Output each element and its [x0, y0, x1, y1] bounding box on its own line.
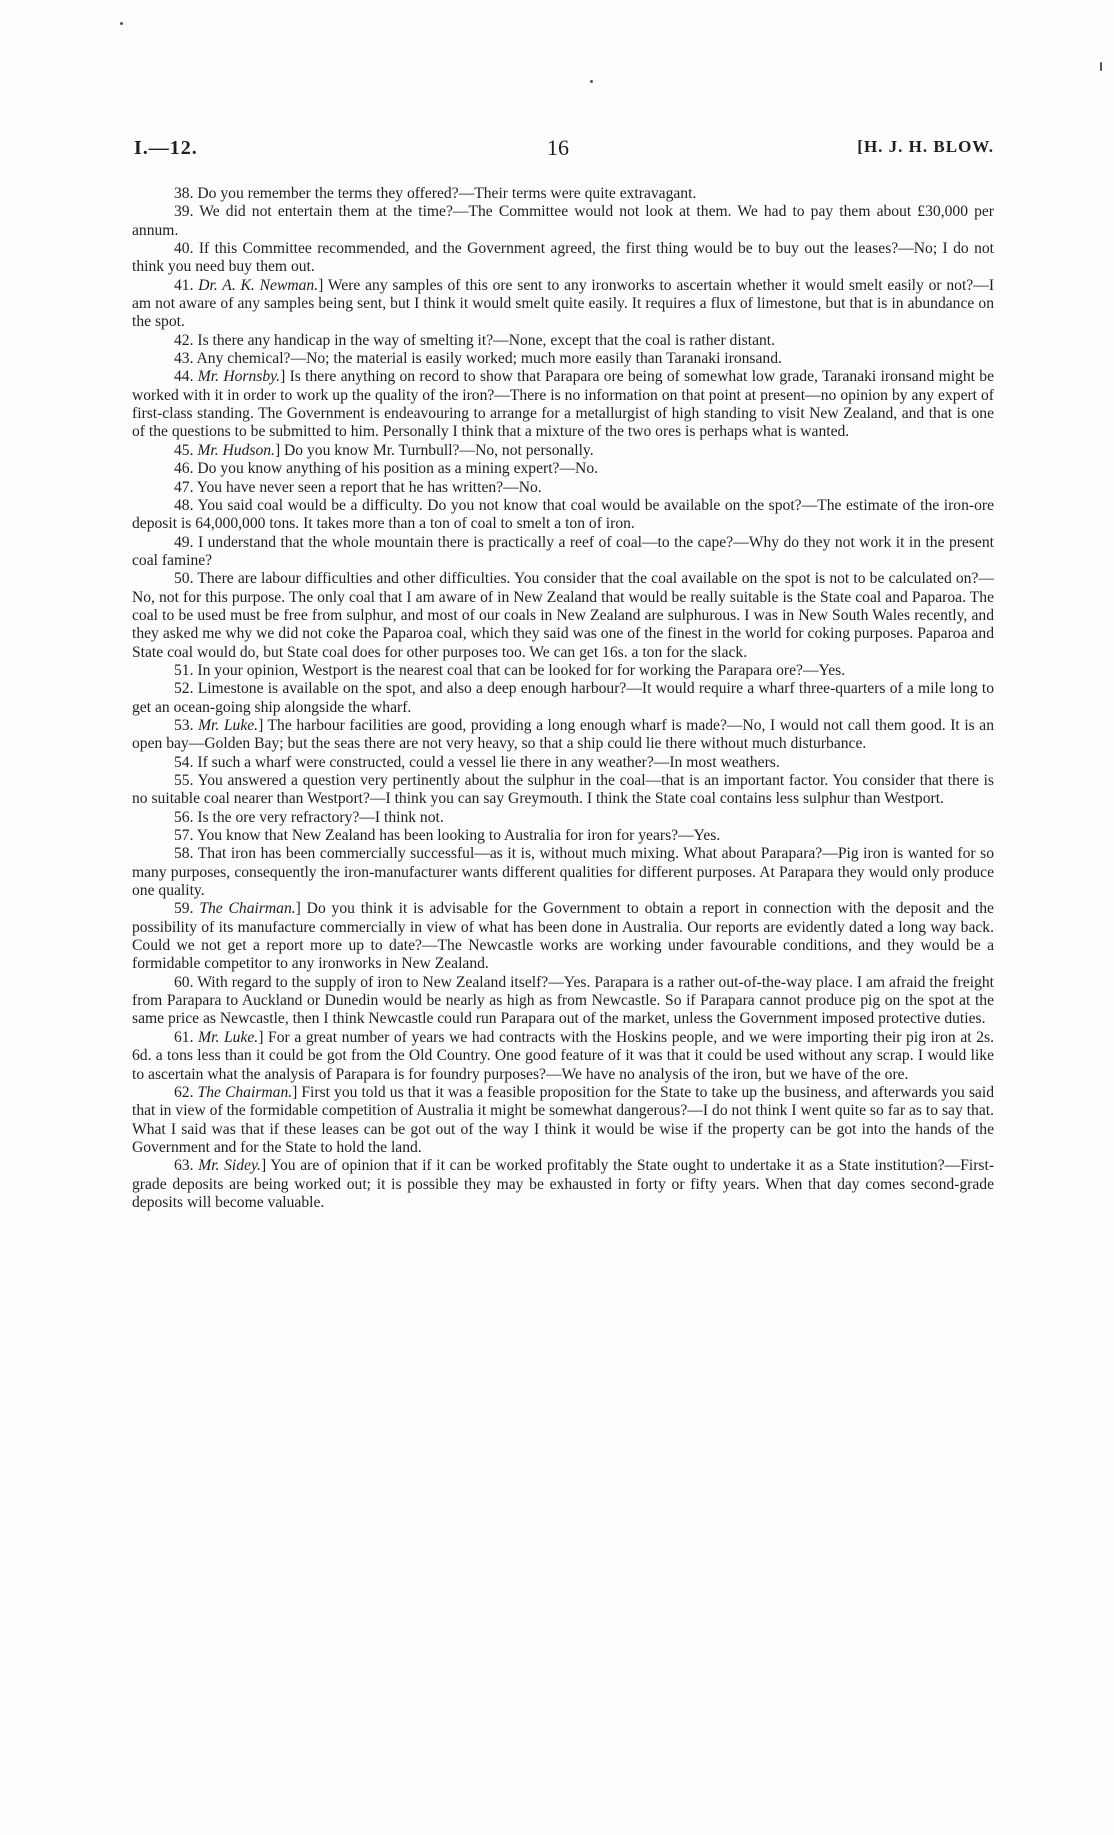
testimony-paragraph: 48. You said coal would be a difficulty. Do you not know that coal would be available on the spot?—The estimate of the iron-ore deposit is 64,000,000 tons. It takes more than a ton of coal to smelt a ton of iron. — [132, 496, 994, 533]
testimony-paragraph: 62. The Chairman.] First you told us that it was a feasible proposition for the State to take up the business, and afterwards you said that in view of the formidable competition of Australia it might be somewhat dangerous?—I do not think I went quite so far as to say that. What I said was that if these leases can be got out of the way I think it would be wise if the property can be got into the hands of the Government and for the State to hold the land. — [132, 1083, 994, 1156]
testimony-paragraph: 45. Mr. Hudson.] Do you know Mr. Turnbull?—No, not personally. — [174, 441, 594, 459]
testimony-paragraph: 63. Mr. Sidey.] You are of opinion that if it can be worked profitably the State ought to undertake it as a State institution?—First-grade deposits are being worked out; it is possible they may be exhausted in forty or fifty years. When that day comes second-grade deposits will become valuable. — [132, 1157, 995, 1211]
speaker-name: Mr. Luke. — [198, 1028, 259, 1046]
testimony-paragraph: 58. That iron has been commercially successful—as it is, without much mixing. What about Parapara?—Pig iron is wanted for so many purposes, consequently the iron-manufacturer wants different qualities for different purposes. At Parapara they would only produce one quality. — [132, 845, 994, 900]
speaker-name: Mr. Hudson. — [197, 441, 275, 459]
testimony-paragraph: 39. We did not entertain them at the time?—The Committee would not look at them. We had to pay them about £30,000 per annum. — [132, 203, 994, 239]
page-header — [134, 137, 994, 167]
testimony-paragraph: 38. Do you remember the terms they offered?—Their terms were quite extravagant. — [174, 185, 697, 202]
speck-mark — [590, 80, 593, 83]
testimony-paragraph: 49. I understand that the whole mountain there is practically a reef of coal—to the cape?—Why do they not work it in the present coal famine? — [132, 533, 994, 569]
document-reference: I.—12. — [134, 137, 198, 159]
testimony-paragraph: 53. Mr. Luke.] The harbour facilities are good, providing a long enough wharf is made?—No, I would not call them good. It is an open bay—Golden Bay; but the seas there are not very heavy, so that a ship could lie there without much disturbance. — [132, 716, 994, 753]
testimony-paragraph: 42. Is there any handicap in the way of smelting it?—None, except that the coal is rather distant. — [174, 331, 776, 349]
testimony-paragraph: 51. In your opinion, Westport is the nearest coal that can be looked for for working the Parapara ore?—Yes. — [174, 661, 846, 679]
testimony-paragraph: 43. Any chemical?—No; the material is easily worked; much more easily than Taranaki ironsand. — [174, 350, 782, 368]
speaker-name: Mr. Sidey. — [198, 1157, 261, 1175]
testimony-paragraph: 44. Mr. Hornsby.] Is there anything on record to show that Parapara ore being of somewhat low grade, Taranaki ironsand might be worked with it in order to work up the quality of the iron?—There is no information on that point at present—no opinion by any expert of first-class standing. The Government is endeavouring to arrange for a metallurgist of high standing to visit New Zealand, and that is one of the questions to be submitted to him. Personally I think that a mixture of the two ores is perhaps what is wanted. — [132, 368, 994, 441]
testimony-paragraph: 54. If such a wharf were constructed, could a vessel lie there in any weather?—In most weathers. — [174, 753, 780, 771]
speaker-name: The Chairman. — [197, 1083, 293, 1101]
testimony-paragraph: 59. The Chairman.] Do you think it is advisable for the Government to obtain a report in connection with the deposit and the possibility of its manufacture commercially in view of what has been done in Australia. Our reports are evidently dated a long way back. Could we not get a report more up to date?—The Newcastle works are working under favourable conditions, and they would be a formidable competitor to any ironworks in New Zealand. — [132, 900, 994, 973]
testimony-paragraph: 56. Is the ore very refractory?—I think not. — [174, 808, 444, 826]
testimony-paragraph: 46. Do you know anything of his position as a mining expert?—No. — [174, 460, 599, 478]
speaker-name: The Chairman. — [199, 900, 296, 918]
testimony-paragraph: 57. You know that New Zealand has been looking to Australia for iron for years?—Yes. — [174, 827, 721, 845]
testimony-paragraph: 55. You answered a question very pertinently about the sulphur in the coal—that is an important factor. You consider that there is no suitable coal nearer than Westport?—I think you can say Greymouth. I think the State coal contains less sulphur than Westport. — [132, 772, 994, 808]
testimony-paragraph: 47. You have never seen a report that he has written?—No. — [174, 478, 542, 496]
testimony-paragraph: 61. Mr. Luke.] For a great number of years we had contracts with the Hoskins people, and we were importing their pig iron at 2s. 6d. a tons less than it could be got from the Old Country. One good feature of it was that it could be used without any scrap. I would like to ascertain what the analysis of Parapara is for foundry purposes?—We have no analysis of the iron, but we have of the ore. — [132, 1028, 994, 1083]
speaker-name: Mr. Luke. — [198, 716, 259, 734]
testimony-paragraph: 60. With regard to the supply of iron to New Zealand itself?—Yes. Parapara is a rather out-of-the-way place. I am afraid the freight from Parapara to Auckland or Dunedin would be nearly as high as from Newcastle. So if Parapara cannot produce pig on the spot at the same price as Newcastle, then I think Newcastle could run Parapara out of the market, unless the Government imposed protective duties. — [132, 973, 994, 1028]
speaker-name: Dr. A. K. Newman. — [198, 276, 319, 294]
testimony-paragraph: 50. There are labour difficulties and other difficulties. You consider that the coal available on the spot is not to be calculated on?—No, not for this purpose. The only coal that I am aware of in New Zealand that would be really suitable is the State coal and Paparoa. The coal to be used must be free from sulphur, and most of our coals in New Zealand are sulphurous. I was in New South Wales recently, and they asked me why we did not coke the Paparoa coal, which they said was one of the finest in the world for coking purposes. Paparoa and State coal would do, but State coal does for other purposes too. We can get 16s. a ton for the slack. — [132, 570, 994, 661]
testimony-paragraph: 41. Dr. A. K. Newman.] Were any samples of this ore sent to any ironworks to ascertain whether it would smelt easily or not?—I am not aware of any samples being sent, but I think it would smelt quite easily. It requires a flux of limestone, but that is in abundance on the spot. — [132, 276, 995, 331]
testimony-body — [132, 185, 994, 1212]
speck-mark — [120, 22, 123, 25]
testimony-paragraph: 52. Limestone is available on the spot, and also a deep enough harbour?—It would require a wharf three-quarters of a mile long to get an ocean-going ship alongside the wharf. — [132, 680, 994, 716]
testimony-paragraph: 40. If this Committee recommended, and the Government agreed, the first thing would be to buy out the leases?—No; I do not think you need buy them out. — [132, 240, 994, 276]
witness-name: [H. J. H. BLOW. — [857, 137, 994, 156]
speck-mark — [1100, 62, 1102, 71]
page-number: 16 — [547, 135, 569, 160]
speaker-name: Mr. Hornsby. — [197, 368, 281, 386]
